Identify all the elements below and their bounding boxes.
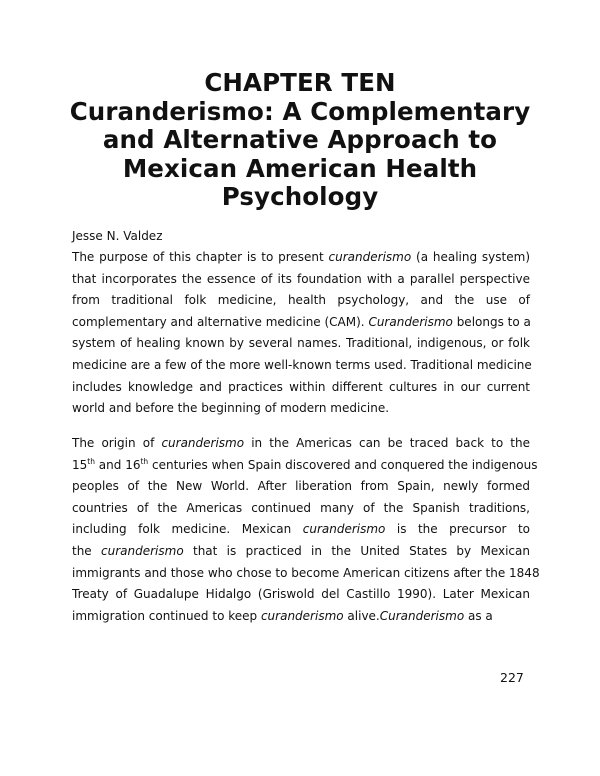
chapter-title-line: Psychology <box>221 182 379 211</box>
text-line: The purpose of this chapter is to present curanderismo (a healing system) <box>72 250 530 264</box>
text-line: countries of the Americas continued many of the Spanish traditions, <box>72 500 530 515</box>
text-line: world and before the beginning of modern medicine. <box>72 401 390 416</box>
text-line: from traditional folk medicine, health psychology, and the use of <box>72 293 530 308</box>
paragraph-1 <box>72 247 530 420</box>
text-line: including folk medicine. Mexican curanderismo is the precursor to <box>72 522 530 537</box>
chapter-title <box>60 69 540 212</box>
text-line: the curanderismo that is practiced in the United States by Mexican <box>72 543 530 558</box>
text-line: that incorporates the essence of its foundation with a parallel perspective <box>72 271 530 286</box>
text-line: peoples of the New World. After liberation from Spain, newly formed <box>72 479 530 494</box>
text-line: medicine are a few of the more well-known terms used. Traditional medicine <box>72 357 532 372</box>
text-line: The origin of curanderismo in the Americas can be traced back to the <box>72 436 531 450</box>
paragraph-2 <box>72 433 540 627</box>
text-line: Treaty of Guadalupe Hidalgo (Griswold del Castillo 1990). Later Mexican <box>72 587 530 602</box>
text-line: system of healing known by several names. Traditional, indigenous, or folk <box>72 336 530 351</box>
chapter-title-line: Mexican American Health <box>122 153 478 183</box>
author-name: Jesse N. Valdez <box>72 229 163 243</box>
chapter-number: CHAPTER TEN <box>204 68 396 97</box>
text-line: immigrants and those who chose to become American citizens after the 1848 <box>72 565 540 580</box>
text-line: complementary and alternative medicine (CAM). Curanderismo belongs to a <box>72 314 531 329</box>
text-line: includes knowledge and practices within different cultures in our current <box>72 379 530 394</box>
text-line: 15th and 16th centuries when Spain discovered and conquered the indigenous <box>72 456 538 472</box>
page-number: 227 <box>500 670 524 685</box>
chapter-title-line: Curanderismo: A Complementary <box>69 96 531 126</box>
chapter-title-line: and Alternative Approach to <box>102 125 498 154</box>
text-line: immigration continued to keep curanderismo alive.Curanderismo as a <box>72 608 493 623</box>
